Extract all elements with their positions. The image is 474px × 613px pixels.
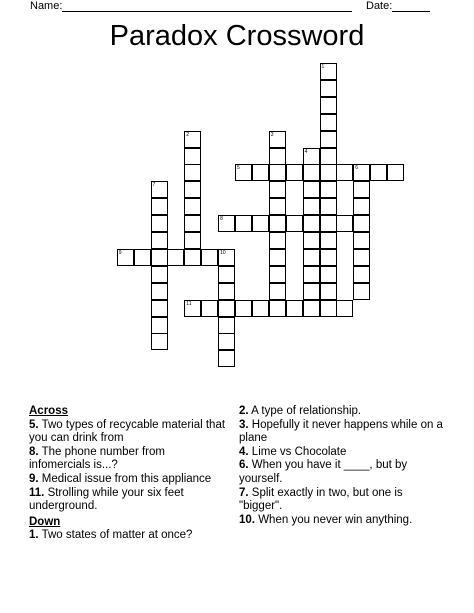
- grid-cell[interactable]: [336, 215, 353, 232]
- grid-cell[interactable]: [353, 181, 370, 198]
- clue-item: [29, 487, 229, 514]
- clue-text: When you have it ____, but by yourself.: [239, 459, 408, 485]
- grid-cell[interactable]: [353, 266, 370, 283]
- grid-cell[interactable]: [184, 131, 201, 148]
- grid-cell[interactable]: [353, 198, 370, 215]
- clue-text: The phone number from infomercials is...?: [29, 445, 165, 472]
- grid-cell[interactable]: [167, 249, 184, 266]
- grid-cell[interactable]: [320, 148, 337, 165]
- clue-text: Medical issue from this appliance: [41, 472, 212, 485]
- grid-cell[interactable]: [303, 164, 320, 181]
- grid-cell[interactable]: [303, 232, 320, 249]
- grid-cell[interactable]: [303, 198, 320, 215]
- grid-cell[interactable]: [320, 181, 337, 198]
- across-heading: Across: [29, 405, 68, 417]
- grid-cell[interactable]: [252, 300, 269, 317]
- grid-cell[interactable]: [218, 317, 235, 334]
- clue-number: 11: [186, 300, 192, 307]
- grid-cell[interactable]: [320, 114, 337, 131]
- grid-cell[interactable]: [320, 232, 337, 249]
- grid-cell[interactable]: [151, 181, 168, 198]
- clue-item: [29, 529, 229, 543]
- grid-cell[interactable]: [151, 232, 168, 249]
- grid-cell[interactable]: [201, 249, 218, 266]
- clue-number: 10.: [239, 513, 255, 526]
- clue-text: Split exactly in two, but one is "bigger".: [239, 486, 403, 513]
- grid-cell[interactable]: [151, 266, 168, 283]
- grid-cell[interactable]: [269, 300, 286, 317]
- grid-cell[interactable]: [269, 266, 286, 283]
- grid-cell[interactable]: [353, 232, 370, 249]
- clue-number: 6: [355, 165, 359, 172]
- grid-cell[interactable]: [387, 164, 404, 181]
- grid-cell[interactable]: [303, 181, 320, 198]
- grid-cell[interactable]: [117, 249, 134, 266]
- clues-right-column: [239, 405, 444, 527]
- grid-cell[interactable]: [320, 131, 337, 148]
- clue-number: 8: [220, 216, 223, 223]
- grid-cell[interactable]: [134, 249, 151, 266]
- grid-cell[interactable]: [151, 249, 168, 266]
- grid-cell[interactable]: [218, 333, 235, 350]
- grid-cell[interactable]: [269, 215, 286, 232]
- clue-item: [239, 446, 444, 460]
- clue-number: 5: [237, 165, 240, 172]
- date-label: Date:: [366, 0, 393, 12]
- clue-item: [239, 405, 444, 419]
- clue-number: 3.: [239, 418, 249, 431]
- grid-cell[interactable]: [184, 181, 201, 198]
- grid-cell[interactable]: [320, 249, 337, 266]
- clue-number: 3: [270, 131, 274, 138]
- grid-cell[interactable]: [235, 215, 252, 232]
- grid-cell[interactable]: [303, 148, 320, 165]
- grid-cell[interactable]: [201, 300, 218, 317]
- clue-text: Lime vs Chocolate: [251, 445, 347, 458]
- grid-cell[interactable]: [252, 164, 269, 181]
- grid-cell[interactable]: [320, 300, 337, 317]
- clue-text: Two types of recycable material that you can drink from: [29, 418, 226, 445]
- grid-cell[interactable]: [370, 164, 387, 181]
- grid-cell[interactable]: [320, 97, 337, 114]
- grid-cell[interactable]: [184, 232, 201, 249]
- clue-number: 1: [321, 64, 325, 70]
- grid-cell[interactable]: [320, 215, 337, 232]
- grid-cell[interactable]: [303, 215, 320, 232]
- grid-cell[interactable]: [218, 300, 235, 317]
- clue-number: 10: [220, 249, 226, 256]
- grid-cell[interactable]: [353, 164, 370, 181]
- clue-item: [29, 446, 229, 473]
- clue-number: 5.: [29, 418, 39, 431]
- grid-cell[interactable]: [218, 266, 235, 283]
- grid-cell[interactable]: [286, 164, 303, 181]
- clue-text: Hopefully it never happens while on a plane: [239, 418, 443, 445]
- grid-cell[interactable]: [151, 198, 168, 215]
- clue-text: Strolling while your six feet underground.: [29, 486, 184, 513]
- grid-cell[interactable]: [184, 300, 201, 317]
- clue-number: 2: [186, 131, 190, 138]
- grid-cell[interactable]: [353, 283, 370, 300]
- grid-cell[interactable]: [320, 283, 337, 300]
- grid-cell[interactable]: [269, 283, 286, 300]
- grid-cell[interactable]: [269, 181, 286, 198]
- clue-number: 4: [304, 148, 308, 155]
- grid-cell[interactable]: [303, 249, 320, 266]
- clue-number: 6.: [239, 459, 249, 472]
- grid-cell[interactable]: [151, 215, 168, 232]
- clue-item: [29, 473, 229, 487]
- grid-cell[interactable]: [336, 300, 353, 317]
- clue-text: When you never win anything.: [258, 513, 413, 526]
- down-clue-list-continued: [239, 405, 444, 527]
- grid-cell[interactable]: [303, 266, 320, 283]
- grid-cell[interactable]: [320, 80, 337, 97]
- clue-item: [239, 459, 444, 486]
- grid-cell[interactable]: [218, 283, 235, 300]
- down-clue-list-start: [29, 529, 229, 543]
- grid-cell[interactable]: [184, 249, 201, 266]
- grid-cell[interactable]: [303, 300, 320, 317]
- clue-text: A type of relationship.: [251, 405, 362, 417]
- clue-number: 1.: [29, 529, 39, 542]
- grid-cell[interactable]: [184, 148, 201, 165]
- clue-number: 7: [152, 182, 156, 189]
- grid-cell[interactable]: [184, 215, 201, 232]
- grid-cell[interactable]: [320, 63, 337, 80]
- clue-number: 9.: [29, 472, 39, 485]
- clue-item: [239, 419, 444, 446]
- grid-cell[interactable]: [286, 300, 303, 317]
- clues-left-column: [29, 405, 229, 543]
- grid-cell[interactable]: [269, 198, 286, 215]
- clue-number: 2.: [239, 405, 249, 417]
- grid-cell[interactable]: [269, 232, 286, 249]
- grid-cell[interactable]: [218, 249, 235, 266]
- grid-cell[interactable]: [235, 164, 252, 181]
- clue-number: 8.: [29, 445, 39, 458]
- across-clue-list: [29, 419, 229, 514]
- grid-cell[interactable]: [353, 249, 370, 266]
- grid-cell[interactable]: [218, 215, 235, 232]
- grid-cell[interactable]: [320, 198, 337, 215]
- grid-cell[interactable]: [151, 317, 168, 334]
- clue-number: 4.: [239, 445, 249, 458]
- grid-cell[interactable]: [336, 164, 353, 181]
- clue-number: 7.: [239, 486, 249, 499]
- clue-item: [29, 419, 229, 446]
- grid-cell[interactable]: [269, 148, 286, 165]
- clue-number: 9: [118, 249, 122, 256]
- clue-item: [239, 487, 444, 514]
- grid-cell[interactable]: [269, 164, 286, 181]
- grid-cell[interactable]: [353, 215, 370, 232]
- grid-cell[interactable]: [269, 131, 286, 148]
- name-label: Name:: [30, 0, 63, 12]
- grid-cell[interactable]: [184, 198, 201, 215]
- grid-cell[interactable]: [252, 215, 269, 232]
- clue-text: Two states of matter at once?: [41, 529, 193, 542]
- grid-cell[interactable]: [303, 283, 320, 300]
- down-heading: Down: [29, 515, 61, 528]
- grid-cell[interactable]: [151, 283, 168, 300]
- clue-item: [239, 514, 444, 528]
- grid-cell[interactable]: [151, 300, 168, 317]
- grid-cell[interactable]: [235, 300, 252, 317]
- grid-cell[interactable]: [320, 164, 337, 181]
- page-title: Paradox Crossword: [109, 20, 365, 52]
- clue-number: 11.: [29, 486, 45, 499]
- grid-cell[interactable]: [184, 164, 201, 181]
- grid-cell[interactable]: [218, 350, 235, 367]
- grid-cell[interactable]: [269, 249, 286, 266]
- grid-cell[interactable]: [151, 333, 168, 350]
- grid-cell[interactable]: [286, 215, 303, 232]
- grid-cell[interactable]: [320, 266, 337, 283]
